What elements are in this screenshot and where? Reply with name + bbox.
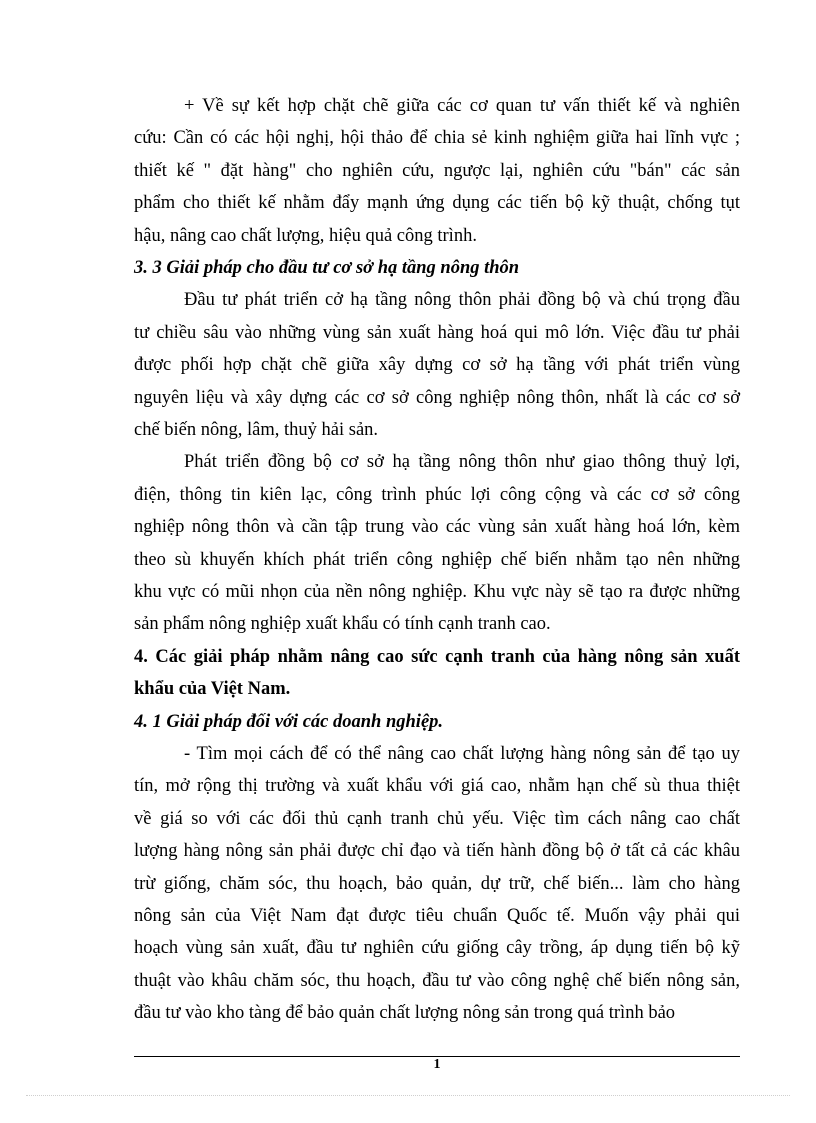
- heading-4: [134, 641, 740, 706]
- text-line: được phối hợp chặt chẽ giữa xây dựng cơ sở hạ tầng với phát triển vùng: [134, 355, 740, 376]
- text-line: sản phẩm nông nghiệp xuất khẩu có tính cạnh tranh cao.: [134, 614, 551, 635]
- text-line: hoạch vùng sản xuất, đầu tư nghiên cứu giống cây trồng, áp dụng tiến bộ kỹ: [134, 938, 740, 959]
- text-line: nông sản của Việt Nam đạt được tiêu chuẩn Quốc tế. Muốn vậy phải qui: [134, 905, 740, 926]
- text-line: tín, mở rộng thị trường và xuất khẩu với giá cao, nhằm hạn chế sù thua thiệt: [134, 776, 740, 797]
- text-line: nguyên liệu và xây dựng các cơ sở công nghiệp nông thôn, nhất là các cơ sở: [134, 387, 740, 408]
- text-line: khu vực có mũi nhọn của nền nông nghiệp. Khu vực này sẽ tạo ra được những: [134, 581, 740, 602]
- text-line: thiết kế " đặt hàng" cho nghiên cứu, ngược lại, nghiên cứu "bán" các sản: [134, 160, 740, 181]
- section-heading-line: khẩu của Việt Nam.: [134, 679, 291, 700]
- section-heading: 3. 3 Giải pháp cho đầu tư cơ sở hạ tầng nông thôn: [134, 258, 520, 278]
- text-line: theo sù khuyến khích phát triển công nghiệp chế biến nhằm tạo nên những: [134, 549, 740, 570]
- paragraph-enterprise-solutions: [134, 738, 740, 1030]
- text-line: điện, thông tin kiên lạc, công trình phúc lợi công cộng và các cơ sở công: [134, 484, 740, 505]
- text-line: thuật vào khâu chăm sóc, thu hoạch, đầu tư vào công nghệ chế biến nông sản,: [134, 970, 740, 991]
- paragraph-rural-infrastructure-development: [134, 446, 740, 640]
- text-line: - Tìm mọi cách để có thể nâng cao chất lượng hàng nông sản để tạo uy: [184, 744, 740, 764]
- text-line: lượng hàng nông sản phải được chỉ đạo và tiến hành đồng bộ ở tất cả các khâu: [134, 841, 740, 862]
- text-line: hậu, nâng cao chất lượng, hiệu quả công trình.: [134, 225, 477, 246]
- text-line: trừ giống, chăm sóc, thu hoạch, bảo quản, dự trữ, chế biến... làm cho hàng: [134, 873, 740, 894]
- text-line: đầu tư vào kho tàng để bảo quản chất lượng nông sản trong quá trình bảo: [134, 1003, 676, 1024]
- section-heading-line: 4. Các giải pháp nhằm nâng cao sức cạnh tranh của hàng nông sản xuất: [134, 646, 740, 667]
- page-bottom-edge: [26, 1095, 790, 1096]
- paragraph-consulting-research: [134, 90, 740, 252]
- text-line: chế biến nông, lâm, thuỷ hải sản.: [134, 419, 379, 440]
- text-line: Đầu tư phát triển cở hạ tầng nông thôn phải đồng bộ và chú trọng đầu: [184, 290, 740, 311]
- text-line: cứu: Cần có các hội nghị, hội thảo để chia sẻ kinh nghiệm giữa hai lĩnh vực ;: [134, 128, 740, 149]
- subsection-heading: 4. 1 Giải pháp đối với các doanh nghiệp.: [134, 711, 444, 732]
- text-line: phẩm cho thiết kế nhằm đẩy mạnh ứng dụng các tiến bộ kỹ thuật, chống tụt: [134, 193, 740, 214]
- paragraph-rural-infrastructure-investment: [134, 284, 740, 446]
- text-line: + Về sự kết hợp chặt chẽ giữa các cơ quan tư vấn thiết kế và nghiên: [184, 96, 740, 116]
- heading-4-1: [134, 706, 740, 738]
- text-line: về giá so với các đối thủ cạnh tranh chủ yếu. Việc tìm cách nâng cao chất: [134, 808, 740, 829]
- text-line: tư chiều sâu vào những vùng sản xuất hàng hoá qui mô lớn. Việc đầu tư phải: [134, 322, 740, 343]
- text-line: nghiệp nông thôn và cần tập trung vào các vùng sản xuất hàng hoá lớn, kèm: [134, 517, 740, 538]
- text-line: Phát triển đồng bộ cơ sở hạ tầng nông thôn như giao thông thuỷ lợi,: [184, 452, 740, 473]
- page-number: 1: [433, 1057, 441, 1072]
- heading-3-3: [134, 252, 740, 284]
